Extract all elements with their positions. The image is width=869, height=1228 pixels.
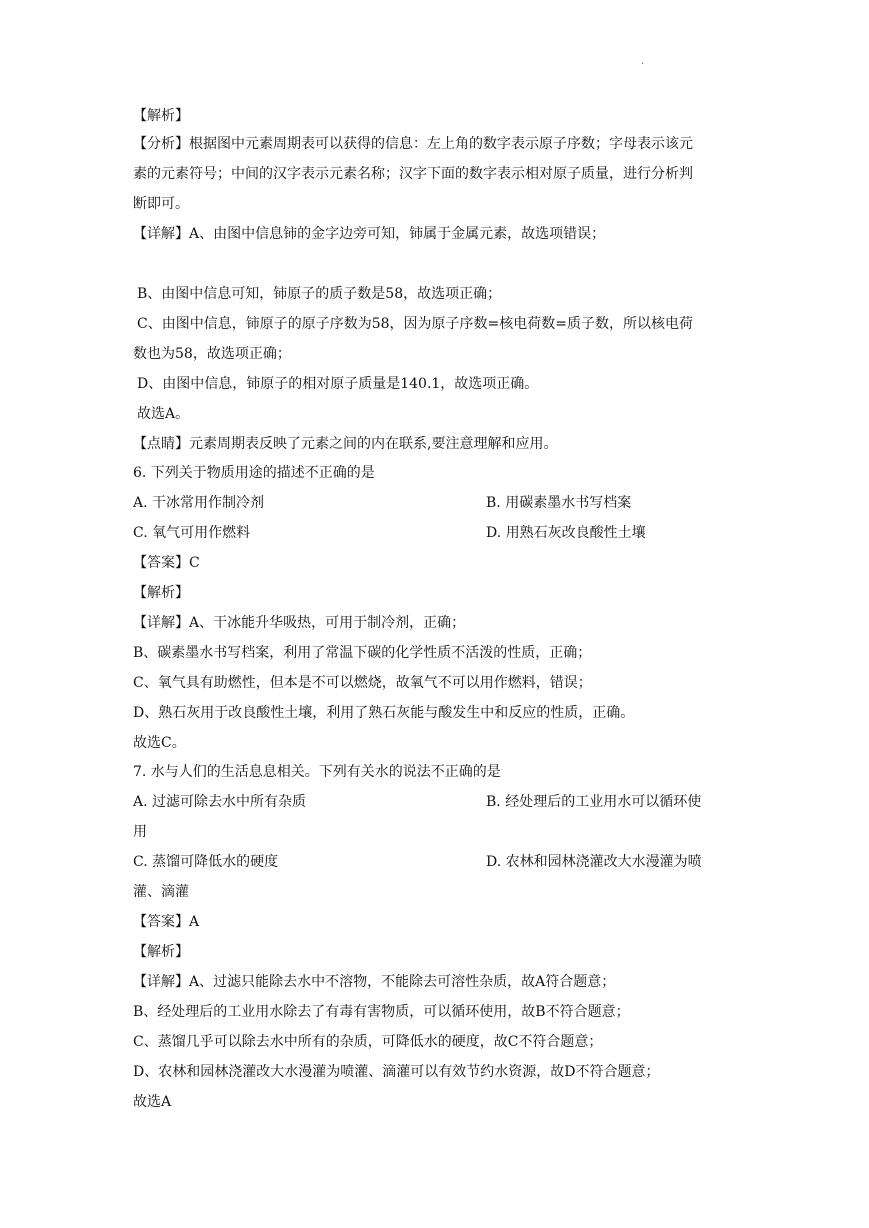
detail-line: B、经处理后的工业用水除去了有毒有害物质，可以循环使用，故B不符合题意； xyxy=(133,1004,630,1020)
question-6-option-a: A. 干冰常用作制冷剂 xyxy=(133,495,265,511)
detail-line: B、碳素墨水书写档案，利用了常温下碳的化学性质不活泼的性质，正确； xyxy=(133,645,592,661)
section-label: 【解析】 xyxy=(133,108,189,124)
detail-line: 【详解】A、干冰能升华吸热，可用于制冷剂，正确； xyxy=(133,615,466,631)
question-7-option-b: B. 经处理后的工业用水可以循环使 xyxy=(486,794,702,810)
question-7-option-d: D. 农林和园林浇灌改大水漫灌为喷 xyxy=(486,854,702,870)
analysis-line: 素的元素符号；中间的汉字表示元素名称；汉字下面的数字表示相对原子质量，进行分析判 xyxy=(133,166,693,182)
question-6-option-b: B. 用碳素墨水书写档案 xyxy=(486,495,632,511)
detail-line: D、农林和园林浇灌改大水漫灌为喷灌、滴灌可以有效节约水资源，故D不符合题意； xyxy=(133,1064,660,1080)
question-6-option-c: C. 氧气可用作燃料 xyxy=(133,525,251,541)
detail-line: C、蒸馏几乎可以除去水中所有的杂质，可降低水的硬度，故C不符合题意； xyxy=(133,1034,603,1050)
detail-line: 【详解】A、过滤只能除去水中不溶物，不能除去可溶性杂质，故A符合题意； xyxy=(133,974,616,990)
question-6-stem: 6. 下列关于物质用途的描述不正确的是 xyxy=(133,465,375,481)
detail-line: D、由图中信息，铈原子的相对原子质量是140.1，故选项正确。 xyxy=(137,376,539,392)
section-label: 【解析】 xyxy=(133,944,189,960)
question-6-answer: 【答案】C xyxy=(133,555,200,571)
conclusion-line: 故选A。 xyxy=(137,406,190,422)
detail-line: C、氧气具有助燃性，但本是不可以燃烧，故氧气不可以用作燃料，错误； xyxy=(133,675,592,691)
detail-line: B、由图中信息可知，铈原子的质子数是58，故选项正确； xyxy=(137,286,502,302)
section-label: 【解析】 xyxy=(133,585,189,601)
tip-line: 【点睛】元素周期表反映了元素之间的内在联系,要注意理解和应用。 xyxy=(133,436,558,452)
analysis-line: 断即可。 xyxy=(133,196,189,212)
page-mark: . xyxy=(641,56,645,67)
conclusion-line: 故选A xyxy=(133,1094,172,1110)
question-7-option-c: C. 蒸馏可降低水的硬度 xyxy=(133,854,279,870)
question-7-option-a: A. 过滤可除去水中所有杂质 xyxy=(133,794,307,810)
question-7-stem: 7. 水与人们的生活息息相关。下列有关水的说法不正确的是 xyxy=(133,764,501,780)
detail-line: 数也为58，故选项正确； xyxy=(133,346,291,362)
question-7-answer: 【答案】A xyxy=(133,914,200,930)
question-7-option-d-continued: 灌、滴灌 xyxy=(133,884,189,900)
question-6-option-d: D. 用熟石灰改良酸性土壤 xyxy=(486,525,646,541)
conclusion-line: 故选C。 xyxy=(133,735,186,751)
question-7-option-b-continued: 用 xyxy=(133,824,147,840)
detail-line: 【详解】A、由图中信息铈的金字边旁可知，铈属于金属元素，故选项错误； xyxy=(133,226,606,242)
analysis-line: 【分析】根据图中元素周期表可以获得的信息：左上角的数字表示原子序数；字母表示该元 xyxy=(133,136,693,152)
detail-line: D、熟石灰用于改良酸性土壤，利用了熟石灰能与酸发生中和反应的性质，正确。 xyxy=(133,705,635,721)
detail-line: C、由图中信息，铈原子的原子序数为58，因为原子序数=核电荷数=质子数，所以核电荷 xyxy=(137,316,693,332)
